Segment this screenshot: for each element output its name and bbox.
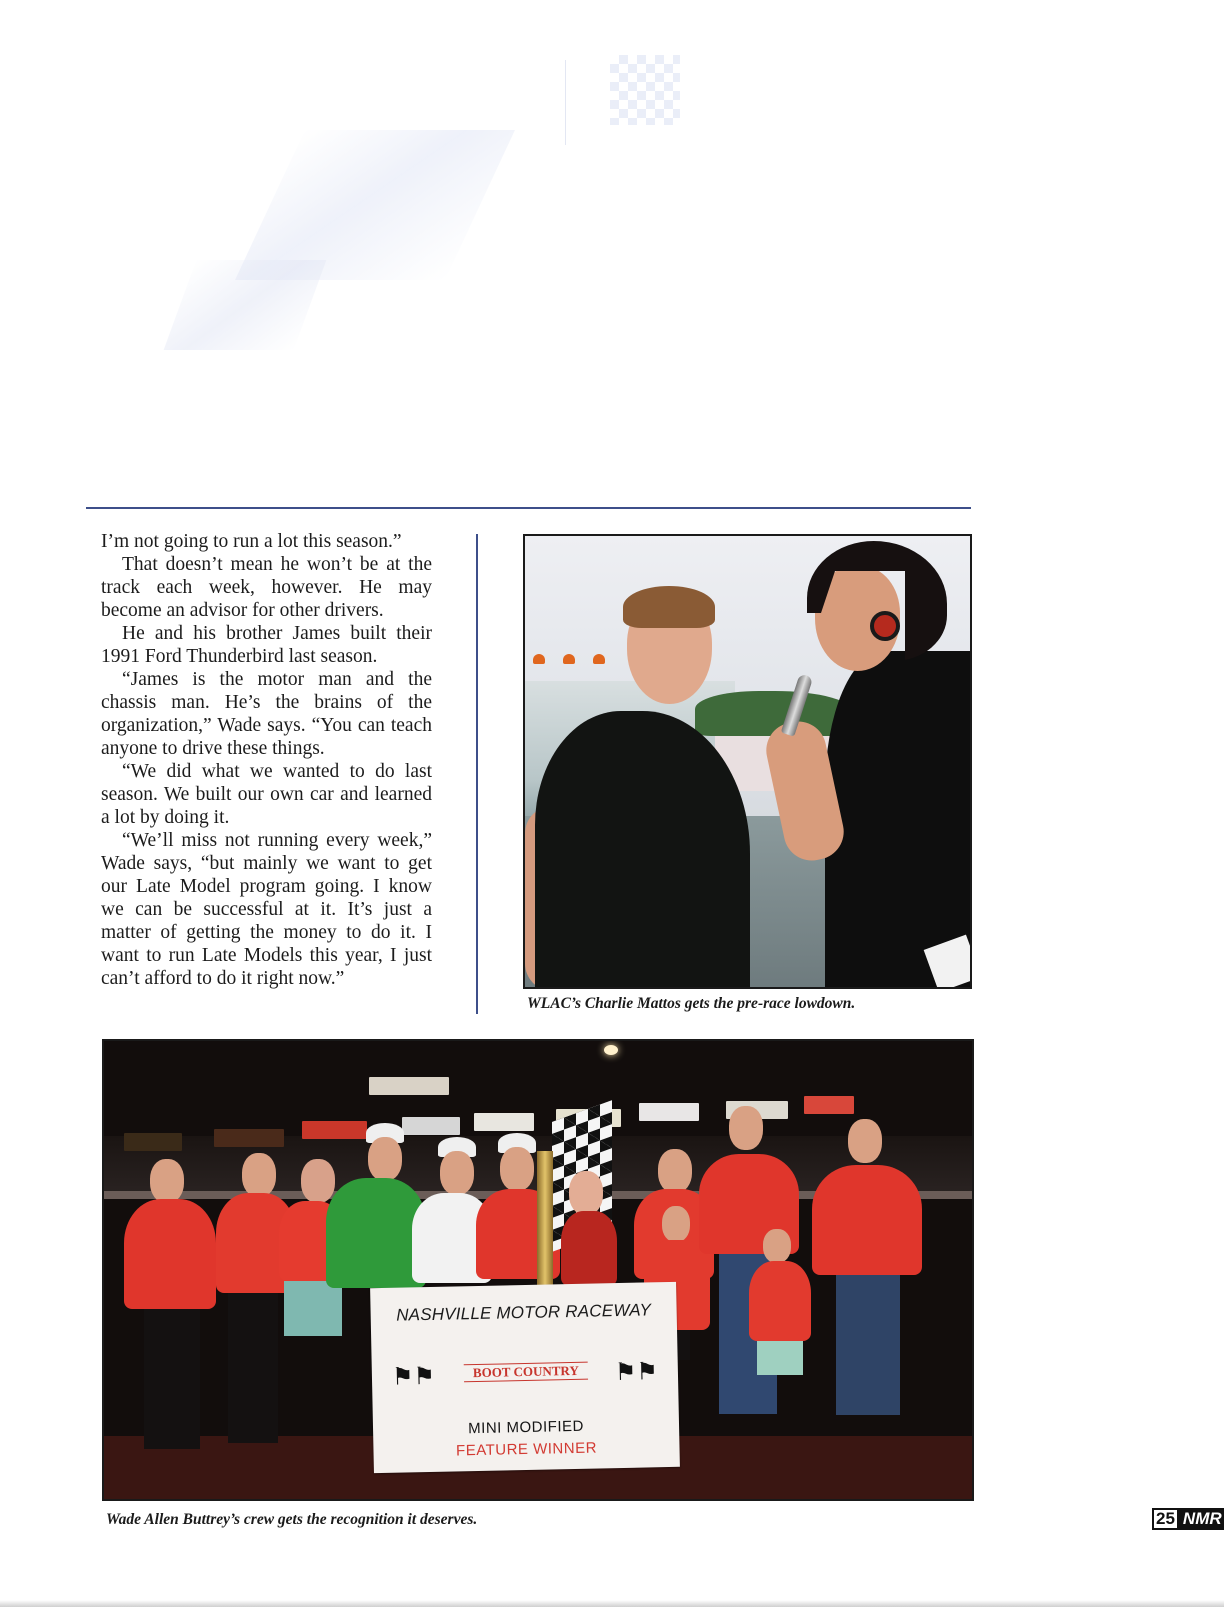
paragraph: He and his brother James built their 1991 Ford Thunderbird last season. [101,623,432,667]
checkered-flags-icon: ⚑⚑ [391,1362,436,1391]
paragraph: “We did what we wanted to do last season. We built our own car and learned a lot by doing it. [101,761,432,828]
headphone-icon [870,611,900,641]
paragraph: I’m not going to run a lot this season.” [101,531,402,552]
winner-banner [370,1282,680,1473]
publication-logo: NMR [1179,1508,1224,1530]
article-body [101,530,432,990]
interviewer-figure [825,651,972,989]
ghost-checker-flag-icon [610,55,680,125]
horizontal-rule [86,507,971,509]
trophy-icon [537,1151,553,1291]
faded-background-artwork [150,40,850,370]
ghost-line [565,60,566,145]
banner-sponsor: BOOT COUNTRY [464,1362,588,1383]
page-edge [0,1600,1224,1607]
crew-photo [102,1039,974,1501]
banner-award: FEATURE WINNER [455,1439,598,1460]
interview-photo-caption: WLAC’s Charlie Mattos gets the pre-race lowdown. [527,995,856,1012]
paragraph: That doesn’t mean he won’t be at the track each week, however. He may become an advisor for other drivers. [101,554,432,621]
scoreboard-sign [369,1077,449,1095]
page-number-badge [1152,1508,1224,1530]
ghost-shape [164,260,327,350]
page-number: 25 [1152,1508,1179,1530]
crew-photo-caption: Wade Allen Buttrey’s crew gets the recognition it deserves. [106,1511,478,1528]
column-divider [476,534,478,1014]
paragraph: “We’ll miss not running every week,” Wade says, “but mainly we want to get our Late Model program going. I know we can be successful at it. It’s just a matter of getting the money to do it. I want to run Late Models this year, I just can’t afford to do it right now.” [101,830,432,989]
checkered-flags-icon: ⚑⚑ [614,1358,659,1387]
driver-figure [535,711,750,989]
banner-race-class: MINI MODIFIED [468,1417,585,1438]
paragraph: “James is the motor man and the chassis man. He’s the brains of the organization,” Wade says. “You can teach anyone to drive these things. [101,669,432,759]
interview-photo [523,534,972,989]
ghost-shape [235,130,515,280]
banner-title: NASHVILLE MOTOR RACEWAY [395,1300,652,1325]
